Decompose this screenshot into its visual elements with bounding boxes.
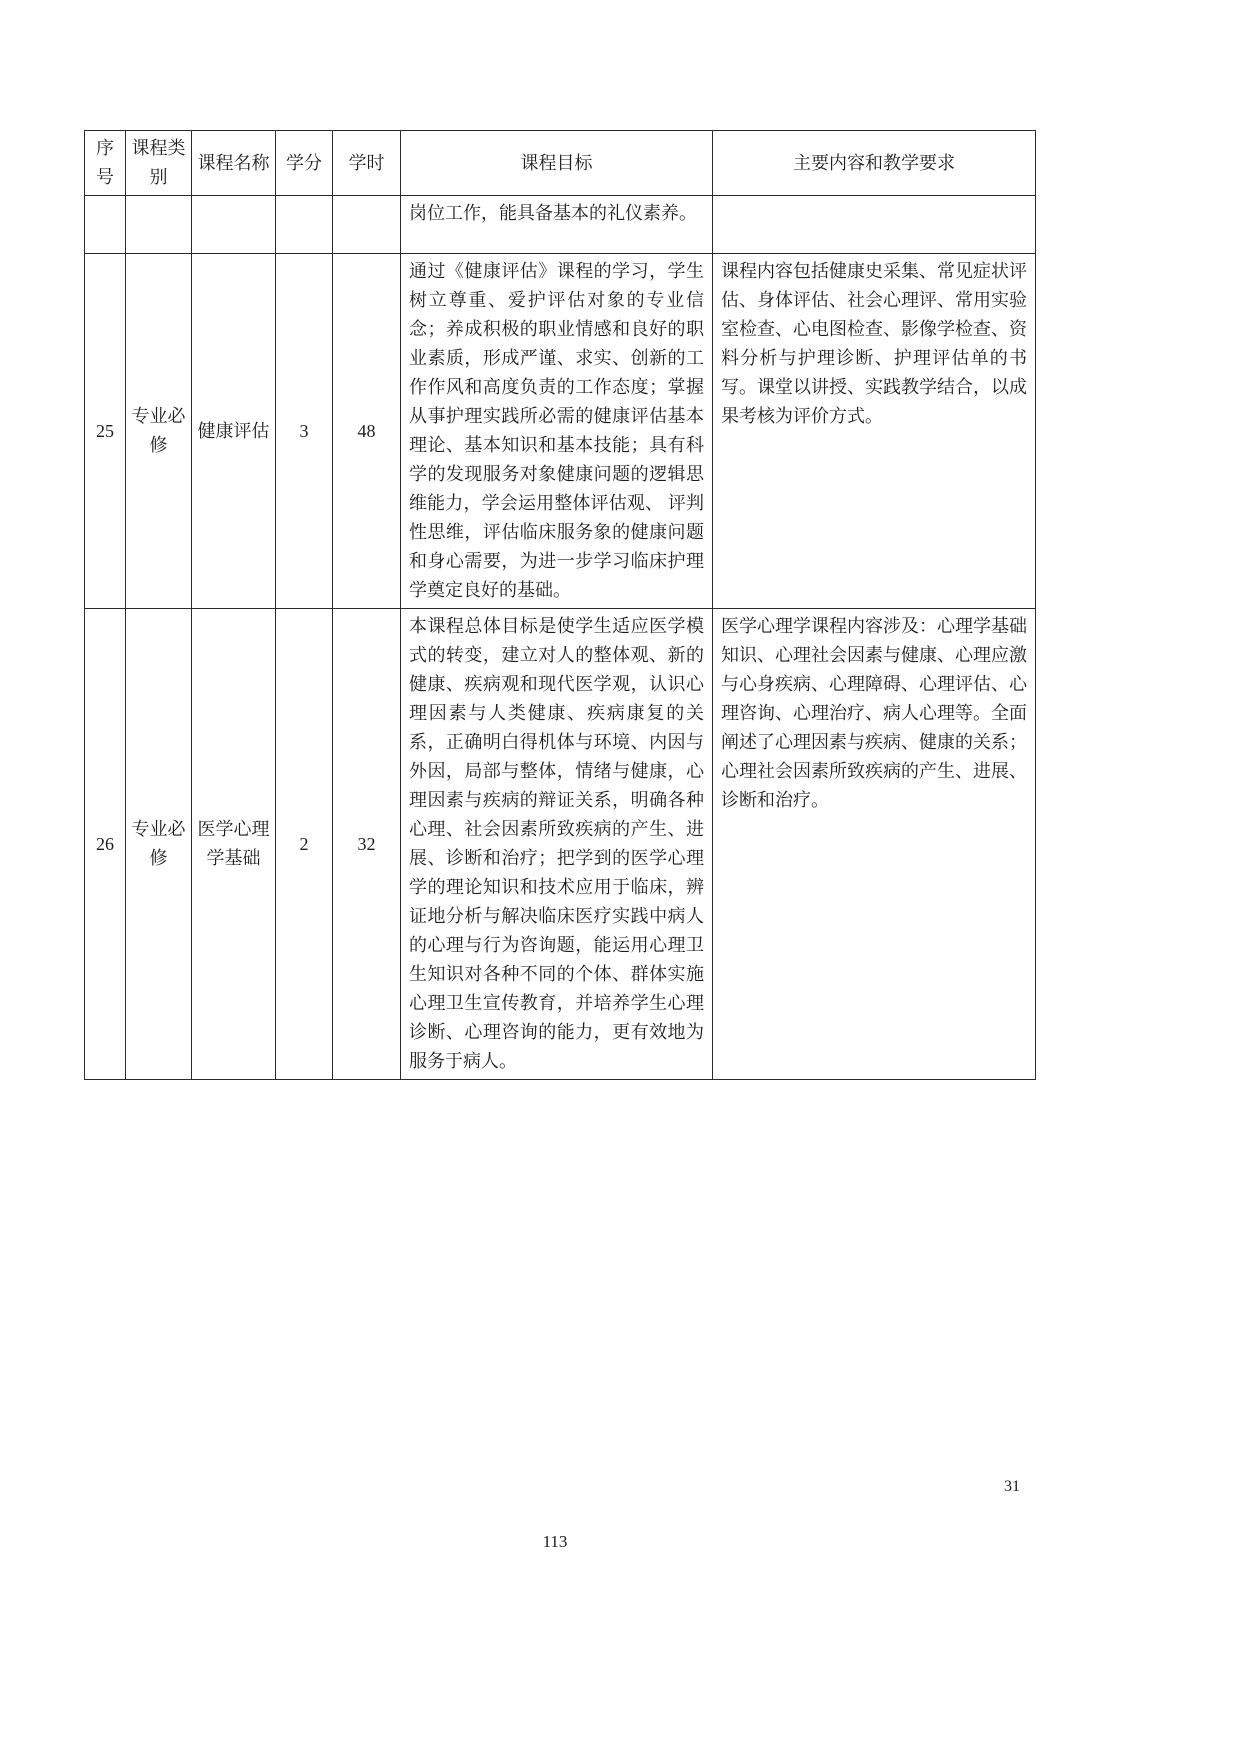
table-row-continuation [85,196,1036,254]
page-number-secondary: 31 [1004,1478,1020,1495]
cell-credits: 2 [276,609,333,1080]
header-col-content: 主要内容和教学要求 [713,131,1036,196]
course-table-wrapper [84,130,1035,1080]
cell-credits: 3 [276,254,333,609]
cell-content [713,196,1036,254]
header-row [85,131,1036,196]
cell-name: 医学心理学基础 [192,609,276,1080]
cell-name: 健康评估 [192,254,276,609]
header-col-category: 课程类别 [126,131,192,196]
cell-objectives: 通过《健康评估》课程的学习，学生树立尊重、爱护评估对象的专业信念；养成积极的职业情感和良好的职业素质，形成严谨、求实、创新的工作作风和高度负责的工作态度；掌握从事护理实践所必需的健康评估基本理论、基本知识和基本技能；具有科学的发现服务对象健康问题的逻辑思维能力，学会运用整体评估观、 评判性思维，评估临床服务象的健康问题和身心需要，为进一步学习临床护理学奠定良好的基础。 [401,254,713,609]
cell-hours: 48 [333,254,401,609]
cell-category: 专业必修 [126,254,192,609]
cell-no: 26 [85,609,126,1080]
header-col-name: 课程名称 [192,131,276,196]
cell-category [126,196,192,254]
cell-content: 课程内容包括健康史采集、常见症状评估、身体评估、社会心理评、常用实验室检查、心电图检查、影像学检查、资料分析与护理诊断、护理评估单的书写。课堂以讲授、实践教学结合，以成果考核为评价方式。 [713,254,1036,609]
cell-hours [333,196,401,254]
page-number: 113 [542,1532,568,1551]
header-col-hours: 学时 [333,131,401,196]
cell-objectives: 本课程总体目标是使学生适应医学模式的转变，建立对人的整体观、新的健康、疾病观和现代医学观，认识心理因素与人类健康、疾病康复的关系，正确明白得机体与环境、内因与外因，局部与整体，情绪与健康，心理因素与疾病的辩证关系，明确各种心理、社会因素所致疾病的产生、进展、诊断和治疗；把学到的医学心理学的理论知识和技术应用于临床，辨证地分析与解决临床医疗实践中病人的心理与行为咨询题，能运用心理卫生知识对各种不同的个体、群体实施心理卫生宣传教育，并培养学生心理诊断、心理咨询的能力，更有效地为服务于病人。 [401,609,713,1080]
cell-name [192,196,276,254]
header-col-objectives: 课程目标 [401,131,713,196]
cell-no: 25 [85,254,126,609]
cell-no [85,196,126,254]
cell-credits [276,196,333,254]
cell-content: 医学心理学课程内容涉及：心理学基础知识、心理社会因素与健康、心理应激与心身疾病、心理障碍、心理评估、心理咨询、心理治疗、病人心理等。全面阐述了心理因素与疾病、健康的关系；心理社会因素所致疾病的产生、进展、诊断和治疗。 [713,609,1036,1080]
cell-objectives: 岗位工作，能具备基本的礼仪素养。 [401,196,713,254]
header-col-credits: 学分 [276,131,333,196]
header-col-no: 序号 [85,131,126,196]
course-table [84,130,1036,1080]
table-row-25 [85,254,1036,609]
table-row-26 [85,609,1036,1080]
cell-hours: 32 [333,609,401,1080]
cell-category: 专业必修 [126,609,192,1080]
